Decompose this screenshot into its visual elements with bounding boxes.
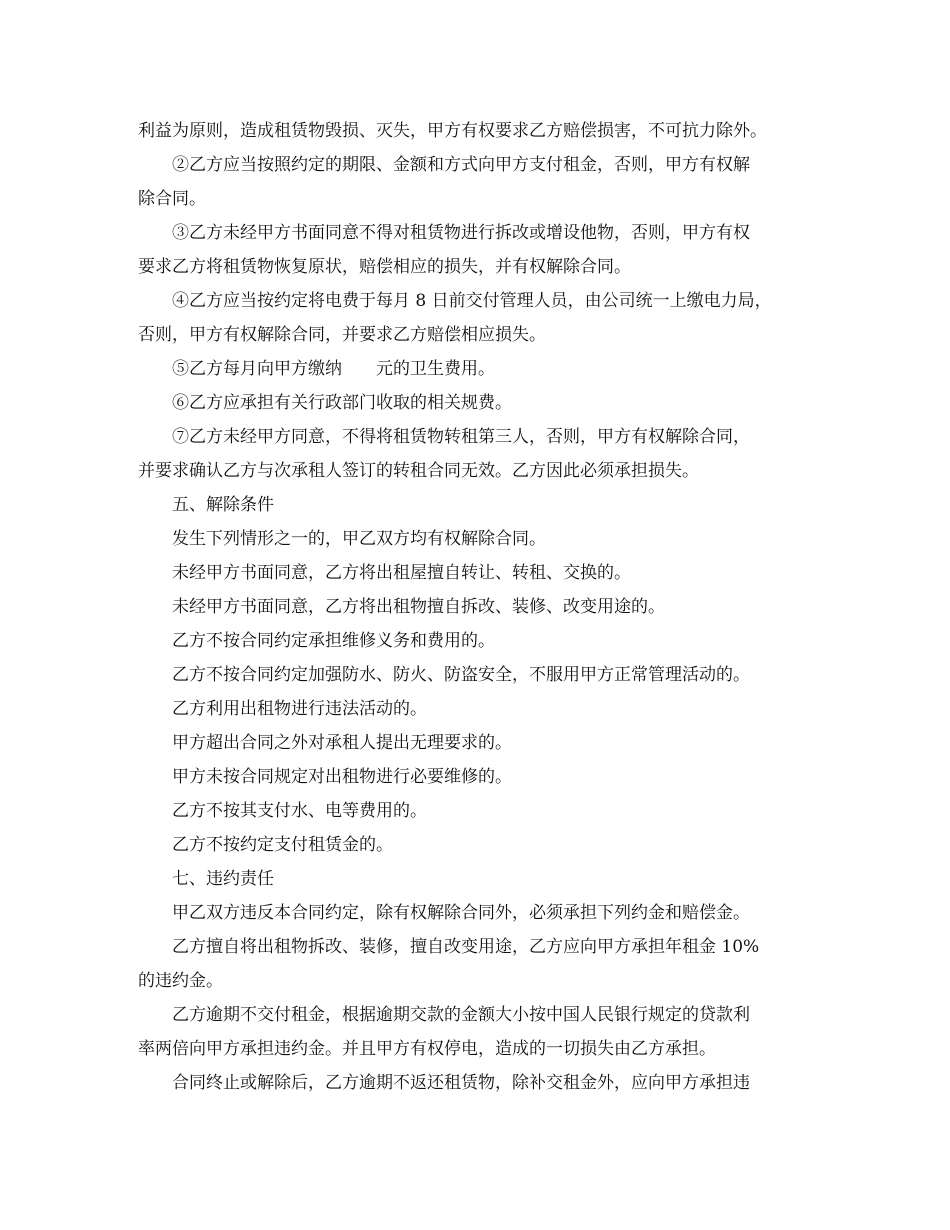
- document-line: ⑤乙方每月向甲方缴纳 元的卫生费用。: [172, 359, 495, 379]
- document-body: [138, 114, 818, 1100]
- document-line: 甲方未按合同规定对出租物进行必要维修的。: [172, 767, 512, 787]
- document-line: 甲方超出合同之外对承租人提出无理要求的。: [172, 733, 512, 753]
- document-line: 除合同。: [138, 189, 206, 209]
- document-line: 否则，甲方有权解除合同，并要求乙方赔偿相应损失。: [138, 325, 546, 345]
- document-line: 乙方逾期不交付租金，根据逾期交款的金额大小按中国人民银行规定的贷款利: [172, 1005, 750, 1025]
- document-line: 七、违约责任: [172, 869, 274, 889]
- document-line: 并要求确认乙方与次承租人签订的转租合同无效。乙方因此必须承担损失。: [138, 461, 699, 481]
- document-line: 合同终止或解除后，乙方逾期不返还租赁物，除补交租金外，应向甲方承担违: [172, 1073, 750, 1093]
- document-line: 甲乙双方违反本合同约定，除有权解除合同外，必须承担下列约金和赔偿金。: [172, 903, 750, 923]
- document-line: 的违约金。: [138, 971, 223, 991]
- document-line: 五、解除条件: [172, 495, 274, 515]
- document-line: 乙方不按其支付水、电等费用的。: [172, 801, 427, 821]
- document-line: 乙方不按合同约定承担维修义务和费用的。: [172, 631, 495, 651]
- document-line: 利益为原则，造成租赁物毁损、灭失，甲方有权要求乙方赔偿损害，不可抗力除外。: [138, 121, 767, 141]
- document-line: ⑥乙方应承担有关行政部门收取的相关规费。: [172, 393, 512, 413]
- document-line: 乙方利用出租物进行违法活动的。: [172, 699, 427, 719]
- document-line: 乙方不按约定支付租赁金的。: [172, 835, 393, 855]
- document-line: 发生下列情形之一的，甲乙双方均有权解除合同。: [172, 529, 546, 549]
- document-line: 未经甲方书面同意，乙方将出租屋擅自转让、转租、交换的。: [172, 563, 631, 583]
- document-line: ③乙方未经甲方书面同意不得对租赁物进行拆改或增设他物，否则，甲方有权: [172, 223, 750, 243]
- document-line: 未经甲方书面同意，乙方将出租物擅自拆改、装修、改变用途的。: [172, 597, 665, 617]
- document-line: 率两倍向甲方承担违约金。并且甲方有权停电，造成的一切损失由乙方承担。: [138, 1039, 716, 1059]
- document-line: 乙方不按合同约定加强防水、防火、防盗安全，不服用甲方正常管理活动的。: [172, 665, 750, 685]
- document-line: ④乙方应当按约定将电费于每月 8 日前交付管理人员，由公司统一上缴电力局，: [172, 291, 772, 311]
- document-line: ⑦乙方未经甲方同意，不得将租赁物转租第三人，否则，甲方有权解除合同，: [172, 427, 750, 447]
- document-line: 乙方擅自将出租物拆改、装修，擅自改变用途，乙方应向甲方承担年租金 10%: [172, 937, 760, 957]
- document-line: 要求乙方将租赁物恢复原状，赔偿相应的损失，并有权解除合同。: [138, 257, 631, 277]
- document-line: ②乙方应当按照约定的期限、金额和方式向甲方支付租金，否则，甲方有权解: [172, 155, 750, 175]
